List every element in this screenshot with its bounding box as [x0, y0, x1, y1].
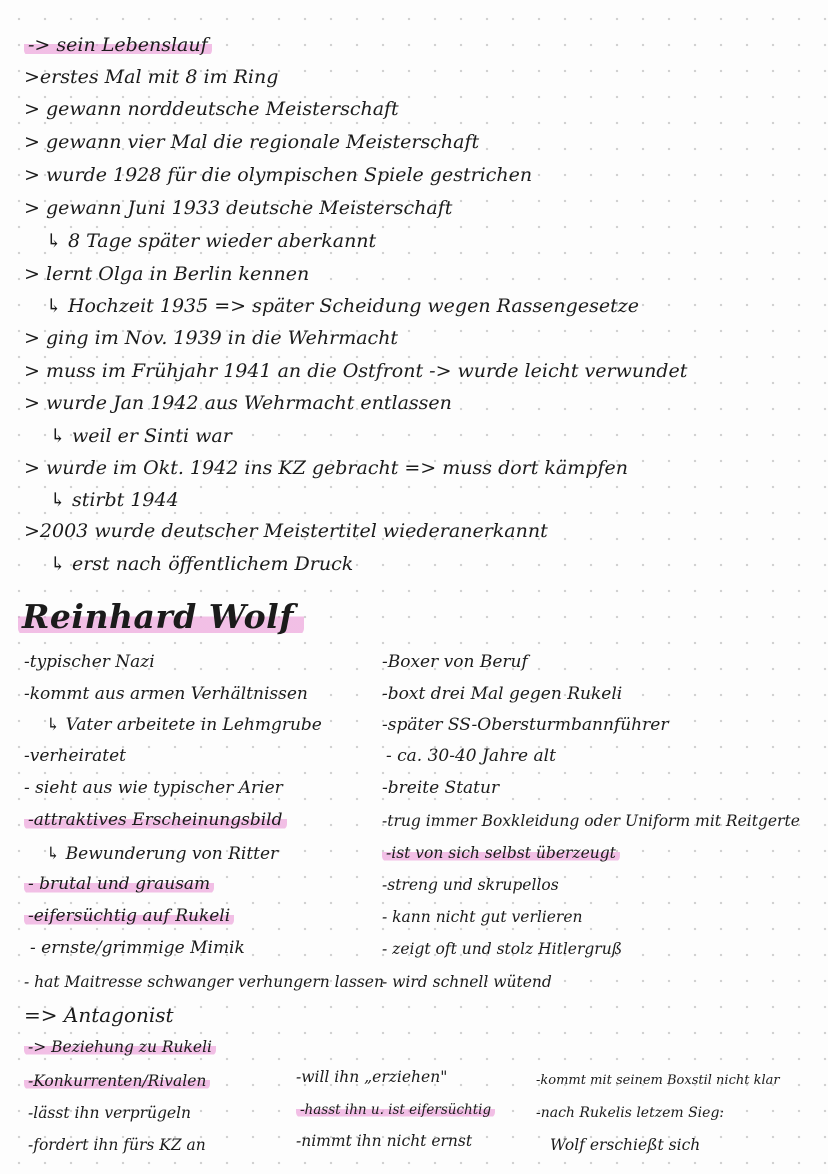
trait-right: -boxt drei Mal gegen Rukeli — [382, 684, 623, 704]
trait-left-highlight: -eifersüchtig auf Rukeli — [24, 906, 234, 926]
trait-left-sub: ↳ Bewunderung von Ritter — [46, 844, 279, 864]
trait-right: -Boxer von Beruf — [382, 652, 528, 672]
relation-col1-highlight: -Konkurrenten/Rivalen — [24, 1072, 210, 1090]
relation-col3: -nach Rukelis letzem Sieg: — [536, 1105, 725, 1121]
bio-line: > gewann Juni 1933 deutsche Meisterschaft — [24, 197, 453, 219]
antagonist-label: => Antagonist — [24, 1003, 174, 1027]
bio-line: > gewann vier Mal die regionale Meisterschaft — [24, 131, 480, 153]
bio-line: > wurde 1928 für die olympischen Spiele gestrichen — [24, 164, 533, 186]
bio-line: >2003 wurde deutscher Meistertitel wiederanerkannt — [24, 520, 548, 542]
biography-heading: -> sein Lebenslauf — [24, 34, 212, 56]
trait-left: -kommt aus armen Verhältnissen — [24, 684, 308, 704]
bio-line: > muss im Frühjahr 1941 an die Ostfront -> wurde leicht verwundet — [24, 360, 688, 382]
bio-line: > ging im Nov. 1939 in die Wehrmacht — [24, 327, 399, 349]
bio-subline: ↳ 8 Tage später wieder aberkannt — [46, 230, 377, 252]
trait-left: -typischer Nazi — [24, 652, 155, 672]
relation-heading: -> Beziehung zu Rukeli — [24, 1038, 216, 1056]
relation-col1: -lässt ihn verprügeln — [28, 1104, 192, 1122]
trait-left-highlight: -attraktives Erscheinungsbild — [24, 810, 287, 830]
trait-right: - ca. 30-40 Jahre alt — [386, 746, 556, 766]
trait-right: - kann nicht gut verlieren — [382, 908, 583, 926]
trait-right: -streng und skrupellos — [382, 876, 559, 894]
relation-col2: -nimmt ihn nicht ernst — [296, 1132, 473, 1150]
trait-left: - sieht aus wie typischer Arier — [24, 778, 283, 798]
relation-col3-line: -kommt mit seinem Boxstil nicht klar — [536, 1073, 780, 1088]
bio-line: > wurde Jan 1942 aus Wehrmacht entlassen — [24, 392, 452, 414]
trait-left: - hat Maitresse schwanger verhungern lassen — [24, 973, 384, 991]
trait-right: - wird schnell wütend — [382, 973, 552, 991]
trait-left: -verheiratet — [24, 746, 126, 766]
bio-subline: ↳ weil er Sinti war — [50, 425, 232, 447]
trait-left: - ernste/grimmige Mimik — [30, 938, 245, 958]
trait-right: - zeigt oft und stolz Hitlergruß — [382, 940, 623, 958]
relation-col3: Wolf erschießt sich — [550, 1136, 701, 1154]
relation-col1: -fordert ihn fürs KZ an — [28, 1136, 206, 1154]
bio-line: > wurde im Okt. 1942 ins KZ gebracht => muss dort kämpfen — [24, 457, 628, 479]
trait-right: -später SS-Obersturmbannführer — [382, 715, 669, 735]
trait-left-sub: ↳ Vater arbeitete in Lehmgrube — [46, 715, 322, 735]
bio-subline: ↳ stirbt 1944 — [50, 489, 179, 511]
trait-right: -trug immer Boxkleidung oder Uniform mit Reitgerte — [382, 812, 800, 830]
bio-subline: ↳ erst nach öffentlichem Druck — [50, 553, 354, 575]
bio-subline: ↳ Hochzeit 1935 => später Scheidung wegen Rassengesetze — [46, 295, 639, 317]
relation-col2: -will ihn „erziehen" — [296, 1068, 448, 1086]
trait-right: -breite Statur — [382, 778, 500, 798]
trait-right-highlight: -ist von sich selbst überzeugt — [382, 844, 620, 862]
bio-line: > lernt Olga in Berlin kennen — [24, 263, 310, 285]
trait-left-highlight: - brutal und grausam — [24, 874, 214, 894]
bio-line: > gewann norddeutsche Meisterschaft — [24, 98, 399, 120]
bio-line: >erstes Mal mit 8 im Ring — [24, 66, 279, 88]
relation-col2-highlight: -hasst ihn u. ist eifersüchtig — [296, 1102, 495, 1118]
section-title: Reinhard Wolf — [18, 597, 304, 636]
